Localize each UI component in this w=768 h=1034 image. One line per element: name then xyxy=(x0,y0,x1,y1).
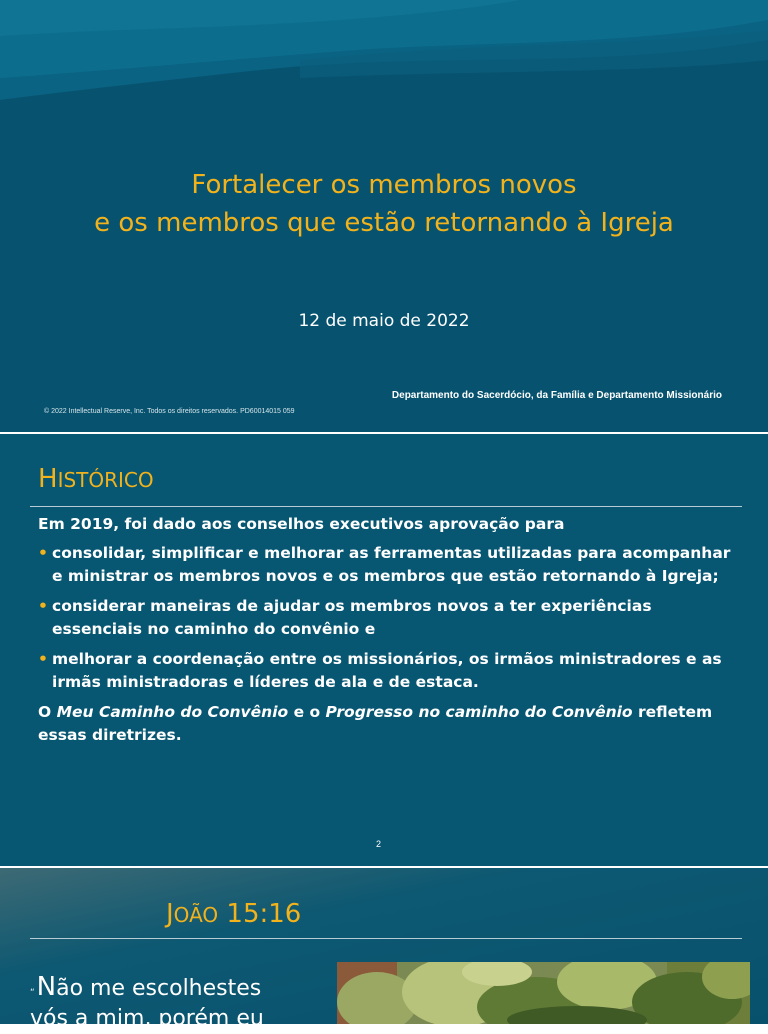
heading-initial: H xyxy=(38,464,58,494)
resource-name-1: Meu Caminho do Convênio xyxy=(56,703,289,721)
title-line-1: Fortalecer os membros novos xyxy=(191,170,577,200)
history-closing xyxy=(38,701,738,747)
history-bullet-list xyxy=(38,542,738,694)
history-intro: Em 2019, foi dado aos conselhos executivos aprovação para xyxy=(38,515,565,533)
list-item xyxy=(38,648,738,694)
title-slide xyxy=(0,0,768,432)
scripture-quote xyxy=(30,972,320,1034)
heading-divider xyxy=(30,938,742,939)
department-credit: Departamento do Sacerdócio, da Família e Departamento Missionário xyxy=(391,390,722,401)
quote-initial: N xyxy=(36,972,57,1002)
list-item xyxy=(38,542,738,588)
wave-decoration xyxy=(0,0,768,140)
heading-reference: 15:16 xyxy=(218,899,302,929)
history-heading xyxy=(38,464,154,494)
heading-rest: OÃO xyxy=(173,903,219,927)
page-number: 2 xyxy=(376,839,382,849)
closing-suffix: refletem essas diretrizes. xyxy=(38,703,713,744)
presentation-title xyxy=(0,166,768,242)
heading-initial: J xyxy=(166,899,174,929)
list-item xyxy=(38,595,738,641)
bullet-text: consolidar, simplificar e melhorar as ferramentas utilizadas para acompanhar e ministrar os membros novos e os membros que estão retornando à Igreja; xyxy=(52,544,731,585)
quote-line-2: vós a mim, porém eu xyxy=(30,1006,264,1031)
quote-line-1 xyxy=(30,972,320,1004)
bullet-text: considerar maneiras de ajudar os membros novos a ter experiências essenciais no caminho do convênio e xyxy=(52,597,652,638)
foliage-image xyxy=(337,962,750,1024)
nature-photo xyxy=(337,962,750,1024)
bullet-marker: • xyxy=(38,544,48,562)
presentation-date: 12 de maio de 2022 xyxy=(298,311,470,331)
heading-divider xyxy=(30,506,742,507)
scripture-heading xyxy=(166,899,301,929)
quote-line-1-text: ão me escolhestes xyxy=(56,976,262,1001)
bullet-text: melhorar a coordenação entre os missionários, os irmãos ministradores e as irmãs ministradoras e líderes de ala e de estaca. xyxy=(52,650,722,691)
bullet-marker: • xyxy=(38,650,48,668)
quote-mark: “ xyxy=(30,988,35,998)
closing-mid: e o xyxy=(288,703,326,721)
heading-rest: ISTÓRICO xyxy=(57,468,154,492)
resource-name-2: Progresso no caminho do Convênio xyxy=(325,703,633,721)
copyright-notice: © 2022 Intellectual Reserve, Inc. Todos os direitos reservados. PD60014015 059 xyxy=(44,408,295,415)
history-body xyxy=(38,513,738,747)
closing-prefix: O xyxy=(38,703,57,721)
bullet-marker: • xyxy=(38,597,48,615)
title-line-2: e os membros que estão retornando à Igreja xyxy=(94,208,674,238)
